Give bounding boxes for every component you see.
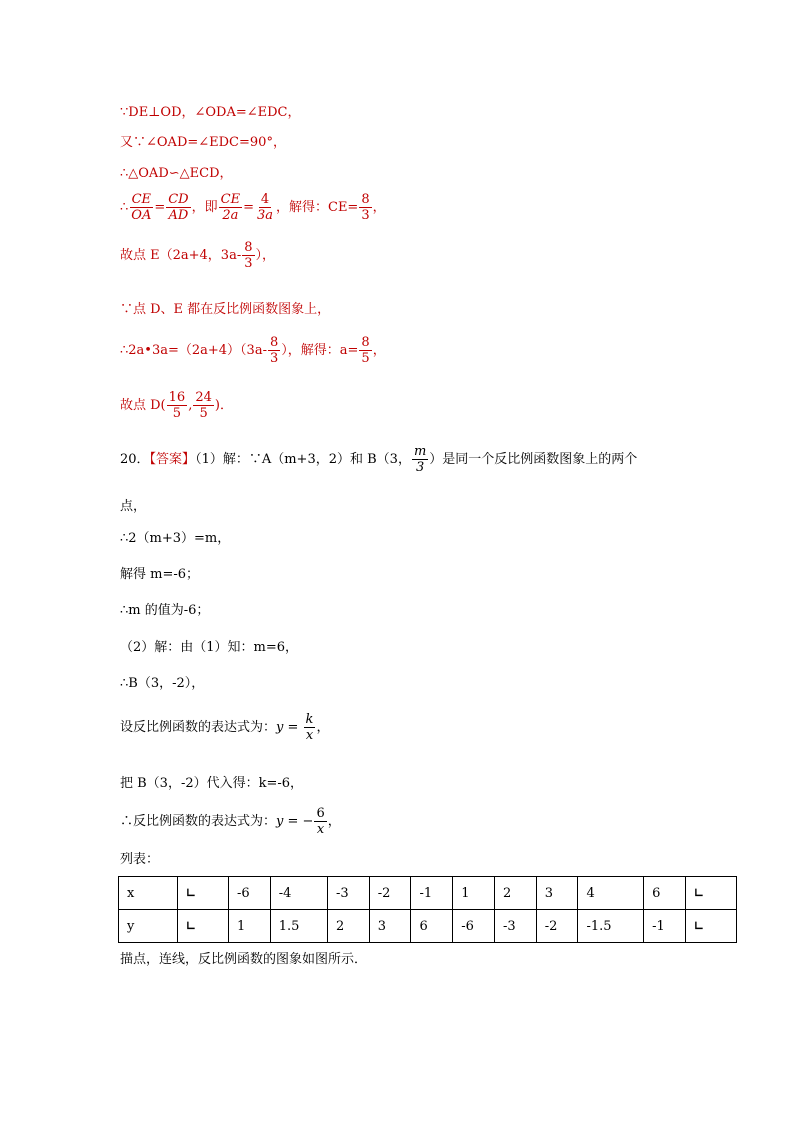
table-cell: 3 — [369, 910, 411, 943]
text-segment: ， — [316, 720, 330, 735]
table-cell: -2 — [536, 910, 578, 943]
solution-line-7 — [120, 335, 386, 366]
comma: , — [188, 398, 193, 413]
table-cell: 6 — [644, 877, 686, 910]
text-segment: ∴2a•3a=（2a+4）（3a- — [120, 343, 267, 358]
equals: = — [243, 200, 254, 215]
ellipsis-mark: ∟ — [694, 918, 705, 933]
solution-line-13: ∴m 的值为-6； — [120, 603, 210, 618]
text-segment: ， — [372, 200, 386, 215]
text-segment: ，即 — [191, 200, 218, 215]
therefore-symbol: ∴ — [120, 200, 129, 215]
denominator: 5 — [172, 406, 182, 421]
text-segment: ， — [372, 343, 386, 358]
table-cell: 1 — [453, 877, 495, 910]
solution-line-20: 描点，连线，反比例函数的图象如图所示． — [120, 952, 368, 967]
solution-line-3: ∴△OAD∽△ECD， — [120, 166, 233, 181]
denominator: x — [305, 728, 314, 743]
table-cell: 1.5 — [270, 910, 327, 943]
solution-line-1: ∵DE⊥OD，∠ODA=∠EDC， — [120, 105, 301, 120]
denominator: 5 — [361, 351, 370, 366]
numerator: 24 — [195, 390, 212, 405]
ellipsis-mark: ∟ — [186, 885, 197, 900]
solution-line-11: ∴2（m+3）=m， — [120, 531, 231, 546]
numerator: CE — [220, 192, 241, 207]
table-cell: -1 — [411, 877, 453, 910]
table-cell — [686, 910, 737, 943]
denominator: OA — [131, 208, 152, 223]
text-segment: )． — [214, 398, 233, 413]
text-segment: 故点 D( — [120, 398, 166, 413]
equals: = — [154, 200, 166, 215]
text-segment: ）是同一个反比例函数图象上的两个 — [429, 452, 638, 467]
table-cell — [178, 877, 229, 910]
table-cell: x — [119, 877, 178, 910]
numerator: CD — [168, 192, 189, 207]
fraction-ce-oa — [129, 192, 153, 223]
solution-line-8 — [120, 390, 233, 421]
table-cell: 6 — [411, 910, 453, 943]
solution-line-5 — [120, 240, 275, 271]
text-segment: （1）解：∵A（m+3，2）和 B（3， — [195, 452, 411, 467]
solution-line-15: ∴B（3，-2）， — [120, 676, 205, 691]
table-cell — [178, 910, 229, 943]
table-cell: 1 — [229, 910, 271, 943]
equals: = − — [283, 814, 314, 829]
value-table — [118, 876, 737, 943]
table-cell — [686, 877, 737, 910]
numerator: 8 — [269, 335, 279, 350]
solution-line-14: （2）解：由（1）知：m=6， — [120, 640, 299, 655]
variable-y: y — [276, 720, 284, 735]
denominator: 5 — [199, 406, 208, 421]
fraction-cd-ad — [166, 192, 190, 223]
numerator: 16 — [168, 390, 186, 405]
solution-line-6: ∵点 D、E 都在反比例函数图象上， — [120, 302, 331, 317]
fraction-m-3 — [412, 444, 428, 475]
fraction-ce-2a — [219, 192, 242, 223]
fraction-4-3a — [255, 192, 275, 223]
solution-line-16 — [120, 712, 329, 743]
table-cell: 2 — [494, 877, 536, 910]
table-cell: -6 — [229, 877, 271, 910]
fraction-6-x — [314, 806, 326, 837]
denominator: AD — [168, 208, 189, 223]
solution-line-4 — [120, 192, 386, 223]
numerator: 8 — [361, 335, 370, 350]
table-row-y — [119, 910, 737, 943]
text-segment: 故点 E（2a+4，3a- — [120, 248, 242, 263]
solution-line-19: 列表： — [120, 852, 160, 867]
denominator: 3a — [256, 208, 273, 223]
fraction-24-5 — [193, 390, 214, 421]
solution-line-17: 把 B（3，-2）代入得：k=-6， — [120, 776, 304, 791]
text-segment: 设反比例函数的表达式为： — [120, 720, 277, 735]
numerator: m — [413, 444, 427, 459]
numerator: 8 — [244, 240, 253, 255]
table-cell: -6 — [453, 910, 495, 943]
ellipsis-mark: ∟ — [186, 918, 197, 933]
table-cell: 3 — [536, 877, 578, 910]
solution-line-10: 点， — [120, 499, 147, 514]
numerator: 4 — [260, 192, 270, 207]
text-segment: ∴反比例函数的表达式为： — [120, 814, 277, 829]
text-segment: ， — [327, 814, 341, 829]
numerator: 8 — [361, 192, 370, 207]
text-segment: ）， — [255, 248, 276, 263]
variable-y: y — [276, 814, 284, 829]
table-cell: 2 — [327, 910, 369, 943]
question-number: 20． — [120, 452, 150, 467]
numerator: CE — [131, 192, 152, 207]
table-cell: -3 — [494, 910, 536, 943]
ellipsis-mark: ∟ — [694, 885, 705, 900]
solution-line-18 — [120, 806, 341, 837]
fraction-8-3 — [359, 192, 371, 223]
table-cell: -4 — [270, 877, 327, 910]
fraction-8-3 — [242, 240, 254, 271]
equals: = — [283, 720, 303, 735]
fraction-8-5 — [359, 335, 371, 366]
table-row-x — [119, 877, 737, 910]
fraction-8-3 — [268, 335, 280, 366]
denominator: 3 — [415, 460, 425, 475]
denominator: 3 — [244, 256, 253, 271]
table-cell: -2 — [369, 877, 411, 910]
answer-tag: 【答案】 — [149, 452, 196, 467]
denominator: 2a — [222, 208, 239, 223]
table-cell: y — [119, 910, 178, 943]
fraction-16-5 — [167, 390, 188, 421]
text-segment: ），解得：a= — [281, 343, 359, 358]
fraction-k-x — [304, 712, 316, 743]
table-cell: 4 — [578, 877, 644, 910]
solution-line-9 — [120, 444, 637, 475]
denominator: 3 — [361, 208, 370, 223]
text-segment: ，解得：CE= — [276, 200, 359, 215]
denominator: 3 — [269, 351, 279, 366]
table-cell: -1 — [644, 910, 686, 943]
table-cell: -3 — [327, 877, 369, 910]
solution-line-12: 解得 m=-6； — [120, 567, 200, 582]
table-cell: -1.5 — [578, 910, 644, 943]
solution-line-2: 又∵∠OAD=∠EDC=90°， — [120, 135, 286, 150]
numerator: 6 — [316, 806, 325, 821]
denominator: x — [316, 822, 325, 837]
numerator: k — [305, 712, 314, 727]
